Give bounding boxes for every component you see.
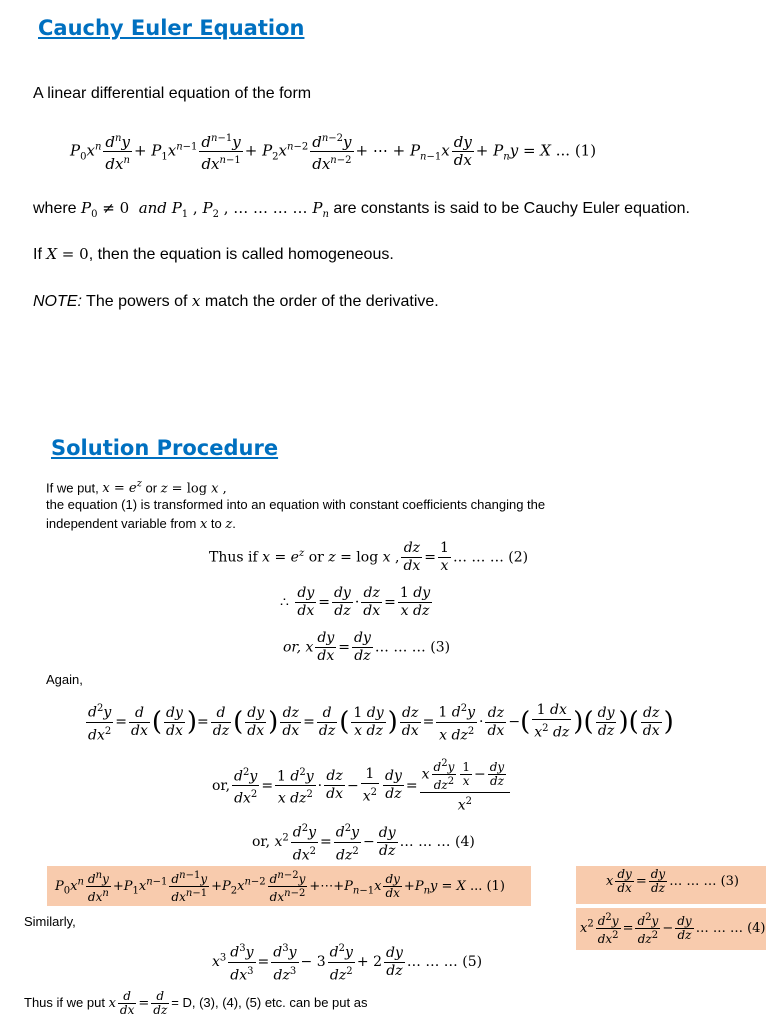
equation-chain-rule: ∴ $\frac{dy}{dx}$ = $\frac{dy}{dz}$ · $\frac{dz}{dx}$ = $\frac{1 dy}{\text{x dz}}$ bbox=[280, 585, 431, 619]
homogeneous-text: If X = 0, then the equation is called homogeneous. bbox=[33, 245, 394, 263]
equation-second-derivative: $\frac{d^2y}{dx^2}$ = $\frac{d}{dx}$ ( $\frac{dy}{dx}$ )= $\frac{d}{dz}$ ( $\frac{dy}{dx}$ ) $\frac{dz}{dx}$ = $\frac{d}{dz}$ ( $\frac{1 dy}{\text{x dz}}$ ) $\frac{dz}{dx}$ = $\frac{1 d^2y}{x dz^2}$ · $\frac{dz}{dx}$ −( $\frac{1 dx}{x^2 dz}$ )( $\frac{dy}{dz}$ )( $\frac{dz}{dx}$ ) bbox=[84, 700, 674, 744]
final-line: Thus if we put x $\frac{d}{dx}$ = $\frac{d}{dz}$ = D, (3), (4), (5) etc. can be put as bbox=[24, 989, 368, 1017]
equation-1: $P_0x^n$ $\frac{d^ny}{dx^n}$ + $P_1x^{n-1}$ $\frac{d^{n-1}y}{dx^{n-1}}$ + $P_2x^{n-2}$ $\frac{d^{n-2}y}{dx^{n-2}}$ + ⋯ + $P_{n-1}x$ $\frac{dy}{dx}$ + $P_ny = X$ ... (1) bbox=[70, 130, 596, 173]
equation-2: Thus if $x = e^z$ or z = log x , $\frac{dz}{dx}$ = $\frac{1}{x}$ … … … (2) bbox=[209, 540, 529, 574]
note-text: NOTE: The powers of x match the order of the derivative. bbox=[33, 292, 439, 310]
where-text: where $P_0 \ne 0$ and $P_1$ , $P_2$ , … … … … $P_n$ are constants is said to be Cauchy Euler equation. bbox=[33, 199, 690, 220]
procedure-line-1: If we put, $x = e^z$ or z = log x , bbox=[46, 479, 227, 497]
highlight-equation-4: $x^2$ $\frac{d^2y}{dx^2}$ = $\frac{d^2y}{dz^2}$ − $\frac{dy}{dz}$ … … … (4) bbox=[576, 908, 766, 950]
again-label: Again, bbox=[46, 672, 83, 687]
intro-text: A linear differential equation of the form bbox=[33, 85, 312, 102]
similarly-label: Similarly, bbox=[24, 914, 76, 929]
procedure-line-2: the equation (1) is transformed into an equation with constant coefficients changing the bbox=[46, 497, 546, 512]
equation-3: or, x $\frac{dy}{dx}$ = $\frac{dy}{dz}$ … … … (3) bbox=[283, 630, 451, 664]
page-title: Cauchy Euler Equation bbox=[38, 16, 305, 40]
equation-or-second: or, $\frac{d^2y}{dx^2}$ = $\frac{1 d^2y}{x dz^2}$ · $\frac{dz}{dx}$ − $\frac{1}{x^2}$ $\frac{dy}{dz}$ = x $\frac{d^2y}{dz^2}$ $\frac{1}{x}$ − $\frac{dy}{dz}$ $x^2$ bbox=[212, 757, 512, 815]
highlight-equation-3: x $\frac{dy}{dx}$ = $\frac{dy}{dz}$ … … … (3) bbox=[576, 866, 766, 904]
section-title: Solution Procedure bbox=[51, 436, 279, 460]
equation-5: $x^3$ $\frac{d^3y}{dx^3}$ = $\frac{d^3y}{dz^3}$ − 3 $\frac{d^2y}{dz^2}$ + 2 $\frac{dy}{dz}$ … … … (5) bbox=[212, 940, 482, 984]
equation-4: or, $x^2$ $\frac{d^2y}{dx^2}$ = $\frac{d^2y}{dz^2}$ − $\frac{dy}{dz}$ … … … (4) bbox=[252, 820, 475, 864]
highlight-equation-1: $P_0x^n$ $\frac{d^ny}{dx^n}$ $+P_1x^{n-1}$ $\frac{d^{n-1}y}{dx^{n-1}}$ $+P_2x^{n-2}$ $\frac{d^{n-2}y}{dx^{n-2}}$ $+\cdots+P_{n-1}x$ $\frac{dy}{dx}$ $+P_ny = X$ ... (1) bbox=[47, 866, 531, 906]
eq1-label: ... (1) bbox=[555, 141, 597, 160]
procedure-line-3: independent variable from x to z. bbox=[46, 516, 236, 532]
